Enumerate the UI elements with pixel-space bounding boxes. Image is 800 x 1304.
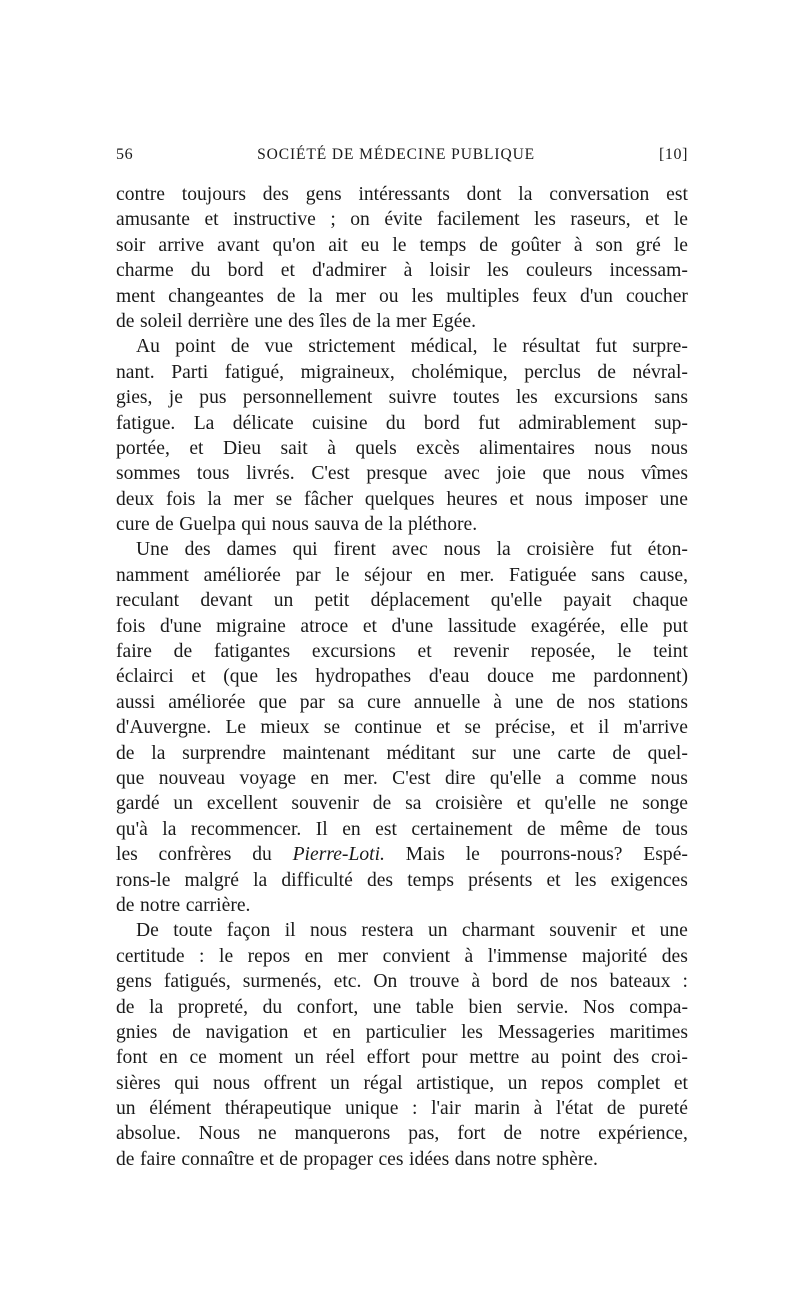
text-line: faire de fatigantes excursions et revenir reposée, le teint (116, 641, 688, 663)
text-line: de la propreté, du confort, une table bien servie. Nos compa- (116, 996, 688, 1018)
text-line: certitude : le repos en mer convient à l'immense majorité des (116, 945, 688, 967)
text-line: de la surprendre maintenant méditant sur une carte de quel- (116, 742, 688, 764)
text-line: d'Auvergne. Le mieux se continue et se précise, et il m'arrive (116, 717, 688, 739)
text-line: De toute façon il nous restera un charmant souvenir et une (136, 920, 688, 942)
paragraph (116, 182, 688, 334)
text-line: portée, et Dieu sait à quels excès alimentaires nous nous (116, 437, 688, 459)
text-line: fatigue. La délicate cuisine du bord fut admirablement sup- (116, 412, 688, 434)
text-line: rons-le malgré la difficulté des temps présents et les exigences (116, 869, 688, 891)
text-line: aussi améliorée que par sa cure annuelle à une de nos stations (116, 691, 688, 713)
text-line: qu'à la recommencer. Il en est certainement de même de tous (116, 818, 688, 840)
text-line: de notre carrière. (116, 894, 251, 916)
text-line: font en ce moment un réel effort pour mettre au point des croi- (116, 1047, 688, 1069)
text-line: de faire connaître et de propager ces idées dans notre sphère. (116, 1148, 598, 1170)
text-line: ment changeantes de la mer ou les multiples feux d'un coucher (116, 285, 688, 307)
text-line: sières qui nous offrent un régal artistique, un repos complet et (116, 1072, 688, 1094)
text-line: absolue. Nous ne manquerons pas, fort de notre expérience, (116, 1123, 688, 1145)
text-line: nant. Parti fatigué, migraineux, cholémique, perclus de névral- (116, 361, 688, 383)
text-line: Au point de vue strictement médical, le résultat fut surpre- (136, 336, 688, 358)
paragraph (116, 334, 688, 537)
text-line: gies, je pus personnellement suivre toutes les excursions sans (116, 387, 688, 409)
text-line: namment améliorée par le séjour en mer. Fatiguée sans cause, (116, 564, 688, 586)
text-line: cure de Guelpa qui nous sauva de la pléthore. (116, 514, 478, 536)
page-number: 56 (116, 146, 134, 163)
paragraph (116, 918, 688, 1172)
text-line: fois d'une migraine atroce et d'une lassitude exagérée, elle put (116, 615, 688, 637)
text-line: gardé un excellent souvenir de sa croisière et qu'elle ne songe (116, 793, 688, 815)
text-line: que nouveau voyage en mer. C'est dire qu'elle a comme nous (116, 767, 688, 789)
text-line: un élément thérapeutique unique : l'air marin à l'état de pureté (116, 1098, 688, 1120)
text-line: amusante et instructive ; on évite facilement les raseurs, et le (116, 209, 688, 231)
body-text (116, 182, 688, 1172)
text-line: charme du bord et d'admirer à loisir les couleurs incessam- (116, 260, 688, 282)
book-page (116, 146, 688, 1172)
text-line: soir arrive avant qu'on ait eu le temps de goûter à son gré le (116, 234, 688, 256)
text-line: sommes tous livrés. C'est presque avec joie que nous vîmes (116, 463, 688, 485)
text-line: deux fois la mer se fâcher quelques heures et nous imposer une (116, 488, 688, 510)
text-line: les confrères du Pierre-Loti. Mais le pourrons-nous? Espé- (116, 844, 688, 866)
text-line: reculant devant un petit déplacement qu'elle payait chaque (116, 590, 688, 612)
text-line: de soleil derrière une des îles de la mer Egée. (116, 310, 477, 332)
paragraph (116, 537, 688, 918)
text-line: contre toujours des gens intéressants dont la conversation est (116, 184, 688, 205)
running-head (116, 146, 688, 172)
section-number: [10] (658, 146, 688, 163)
text-line: gnies de navigation et en particulier les Messageries maritimes (116, 1021, 688, 1043)
text-line: Une des dames qui firent avec nous la croisière fut éton- (136, 539, 688, 561)
text-line: gens fatigués, surmenés, etc. On trouve à bord de nos bateaux : (116, 971, 688, 993)
running-title: SOCIÉTÉ DE MÉDECINE PUBLIQUE (257, 146, 536, 163)
text-line: éclairci et (que les hydropathes d'eau douce me pardonnent) (116, 666, 688, 688)
